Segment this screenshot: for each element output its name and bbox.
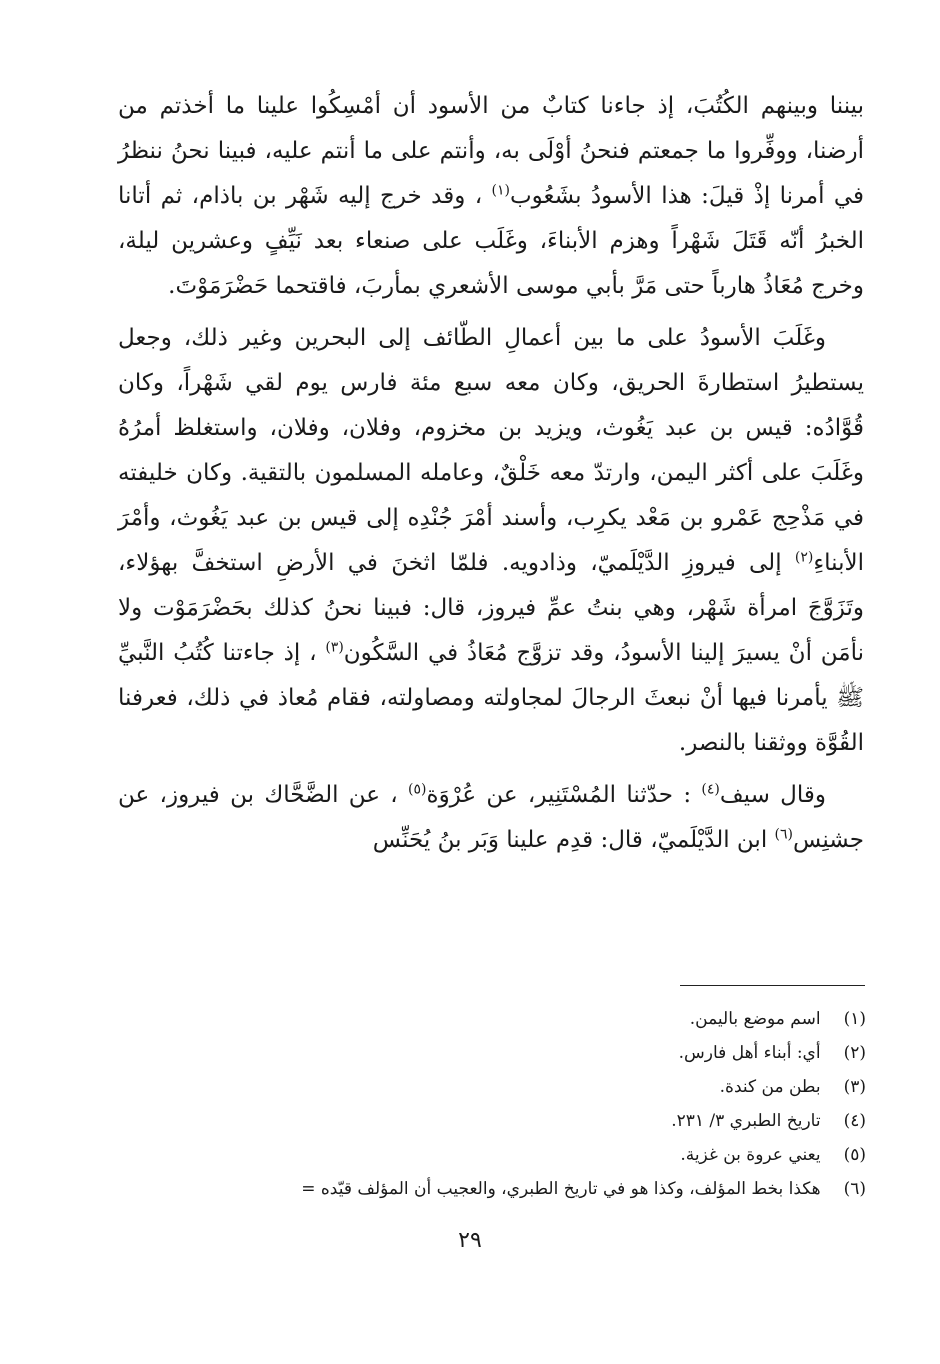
- footnote-number: (٢): [843, 1043, 866, 1063]
- footnote-number: (٤): [843, 1111, 866, 1131]
- footnote-ref-2[interactable]: (٢): [794, 549, 814, 566]
- text-run: : حدّثنا المُسْتَنِير، عن عُرْوَة: [426, 782, 702, 808]
- footnote-number: (١): [843, 1009, 866, 1029]
- footnote-text: يعني عروة بن غزية.: [680, 1145, 821, 1165]
- text-run: وغَلَبَ الأسودُ على ما بين أعمالِ الطّائف إلى البحرين وغير ذلك، وجعل يستطيرُ استطارةَ الحريق، وكان معه سبع مئة فارس يوم لقي شَهْراً، وكان قُوَّادُه: قيس بن عبد يَغُوث، ويزيد بن مخزوم، وفلان، وفلان، واستغلظ أمرُهُ وغَلَبَ على أكثر اليمن، وارتدّ معه خَلْقٌ، وعامله المسلمون بالتقية. وكان خليفته في مَذْحِج عَمْرو بن مَعْد يكرِب، وأسند أمْرَ جُنْدِه إلى قيس بن عبد يَغُوث، وأمْرَ الأبناءِ: [118, 325, 864, 576]
- footnotes: [96, 1002, 866, 1206]
- footnote-ref-3[interactable]: (٣): [325, 639, 344, 656]
- text-run: ابن الدَّيْلَميّ، قال: قدِم علينا وَبَر بنُ يُحَنِّس: [372, 827, 775, 853]
- text-run: ، عن الضَّحَّاك بن فيروز، عن جشنِس: [118, 782, 864, 853]
- footnote-text: تاريخ الطبري ٣/ ٢٣١.: [671, 1111, 821, 1131]
- footnote-text: أي: أبناء أهل فارس.: [678, 1043, 821, 1063]
- footnote-3: [96, 1070, 866, 1104]
- footnote-ref-1[interactable]: (١): [491, 182, 510, 199]
- footnote-ref-4[interactable]: (٤): [701, 781, 720, 798]
- text-run: ، إذ جاءتنا كُتُبُ النَّبيِّ ﷺ يأمرنا فيها أنْ نبعثَ الرجالَ لمجاولته ومصاولته، فقام مُعاذ في ذلك، فعرفنا القُوَّة ووثقنا بالنصر.: [118, 640, 864, 756]
- page-number: ٢٩: [458, 1228, 482, 1253]
- footnote-4: [96, 1104, 866, 1138]
- footnote-6: [96, 1172, 866, 1206]
- footnote-number: (٣): [843, 1077, 866, 1097]
- footnote-text: هكذا بخط المؤلف، وكذا هو في تاريخ الطبري، والعجيب أن المؤلف قيّده =: [301, 1179, 821, 1199]
- footnote-text: بطن من كندة.: [719, 1077, 821, 1097]
- paragraph-2: [118, 316, 864, 766]
- footnote-divider: [680, 985, 865, 986]
- footnote-ref-6[interactable]: (٦): [774, 826, 793, 843]
- paragraph-1: [118, 84, 864, 309]
- footnote-5: [96, 1138, 866, 1172]
- footnote-number: (٦): [843, 1179, 866, 1199]
- footnote-number: (٥): [843, 1145, 866, 1165]
- footnote-text: اسم موضع باليمن.: [689, 1009, 821, 1029]
- text-run: وقال سيف: [719, 782, 826, 808]
- paragraph-3: [118, 773, 864, 863]
- main-text: [118, 84, 864, 870]
- footnote-1: [96, 1002, 866, 1036]
- footnote-ref-5[interactable]: (٥): [408, 781, 427, 798]
- text-run: إلى فيروزِ الدَّيْلَميّ، وذادويه. فلمّا اثخنَ في الأرضِ استخفَّ بهؤلاء، وتَزَوَّجَ امرأة شَهْر، وهي بنتُ عمِّ فيروز، قال: فبينا نحنُ كذلك بحَضْرَمَوْت ولا نأمَن أنْ يسيرَ إلينا الأسودُ، وقد تزوَّج مُعَاذُ في السَّكُون: [118, 550, 864, 666]
- text-run: ، وقد خرج إليه شَهْر بن باذام، ثم أتانا الخبرُ أنّه قَتَلَ شَهْراً وهزم الأبناءَ، وغَلَب على صنعاء بعد نَيِّفٍ وعشرين ليلة، وخرج مُعَاذُ هارباً حتى مَرَّ بأبي موسى الأشعري بمأربَ، فاقتحما حَضْرَمَوْتَ.: [118, 183, 864, 299]
- text-run: بيننا وبينهم الكُتُبَ، إذ جاءنا كتابٌ من الأسود أن أمْسِكُوا علينا ما أخذتم من أرضنا، ووفِّروا ما جمعتم فنحنُ أوْلَى به، وأنتم على ما أنتم عليه، فبينا نحنُ ننظرُ في أمرنا إذْ قيلَ: هذا الأسودُ بشَعُوب: [118, 93, 864, 209]
- footnote-2: [96, 1036, 866, 1070]
